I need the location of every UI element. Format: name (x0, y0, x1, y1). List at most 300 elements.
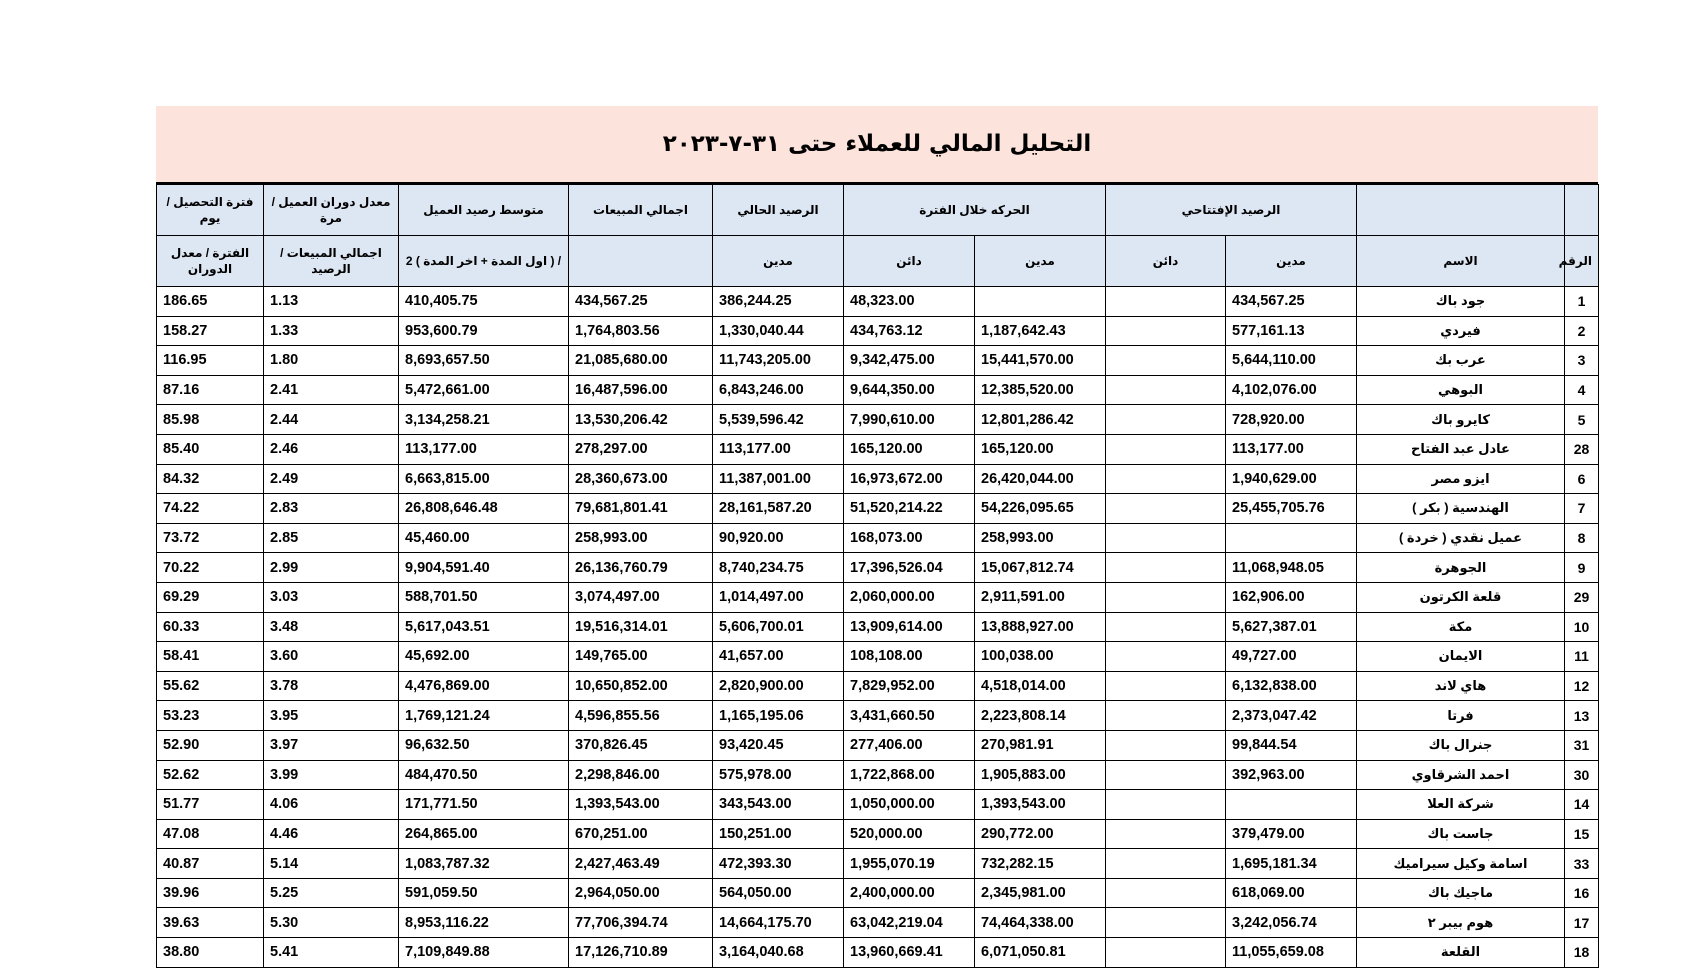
cell-movement-debit: 100,038.00 (975, 642, 1106, 672)
cell-total-sales: 79,681,801.41 (569, 494, 713, 524)
cell-collection-period: 69.29 (157, 582, 264, 612)
cell-customer-name: عرب بك (1357, 346, 1565, 376)
cell-opening-credit (1106, 878, 1226, 908)
cell-turnover-rate: 5.25 (264, 878, 399, 908)
cell-customer-name: جود باك (1357, 287, 1565, 317)
cell-total-sales: 28,360,673.00 (569, 464, 713, 494)
cell-total-sales: 17,126,710.89 (569, 938, 713, 968)
cell-current-debit: 1,165,195.06 (713, 701, 844, 731)
cell-total-sales: 10,650,852.00 (569, 671, 713, 701)
cell-row-number: 7 (1565, 494, 1599, 524)
cell-opening-debit: 5,627,387.01 (1226, 612, 1357, 642)
cell-customer-name: قلعة الكرتون (1357, 582, 1565, 612)
cell-total-sales: 370,826.45 (569, 730, 713, 760)
cell-customer-name: اسامة وكيل سيراميك (1357, 849, 1565, 879)
cell-turnover-rate: 2.44 (264, 405, 399, 435)
cell-current-debit: 14,664,175.70 (713, 908, 844, 938)
cell-turnover-rate: 3.48 (264, 612, 399, 642)
cell-current-debit: 90,920.00 (713, 523, 844, 553)
cell-opening-debit: 2,373,047.42 (1226, 701, 1357, 731)
cell-movement-debit: 270,981.91 (975, 730, 1106, 760)
cell-average-balance: 1,083,787.32 (399, 849, 569, 879)
cell-movement-credit: 9,644,350.00 (844, 375, 975, 405)
cell-turnover-rate: 2.99 (264, 553, 399, 583)
cell-total-sales: 2,964,050.00 (569, 878, 713, 908)
header-turnover-rate: معدل دوران العميل / مرة (264, 185, 399, 236)
cell-movement-debit: 2,223,808.14 (975, 701, 1106, 731)
title-band (156, 106, 1598, 184)
table-row (157, 434, 1599, 464)
cell-collection-period: 55.62 (157, 671, 264, 701)
cell-average-balance: 953,600.79 (399, 316, 569, 346)
cell-customer-name: ايزو مصر (1357, 464, 1565, 494)
cell-opening-debit: 99,844.54 (1226, 730, 1357, 760)
header-name-top (1357, 185, 1565, 236)
cell-movement-debit: 6,071,050.81 (975, 938, 1106, 968)
cell-turnover-rate: 3.78 (264, 671, 399, 701)
cell-total-sales: 21,085,680.00 (569, 346, 713, 376)
cell-row-number: 33 (1565, 849, 1599, 879)
cell-opening-credit (1106, 346, 1226, 376)
cell-movement-debit: 1,187,642.43 (975, 316, 1106, 346)
cell-turnover-rate: 2.83 (264, 494, 399, 524)
header-turnover-formula: اجمالي المبيعات / الرصيد (264, 236, 399, 287)
header-opening-balance: الرصيد الإفتتاحي (1106, 185, 1357, 236)
cell-average-balance: 1,769,121.24 (399, 701, 569, 731)
cell-current-debit: 11,387,001.00 (713, 464, 844, 494)
header-period-formula: الفترة / معدل الدوران (157, 236, 264, 287)
cell-opening-debit: 434,567.25 (1226, 287, 1357, 317)
cell-opening-credit (1106, 464, 1226, 494)
cell-row-number: 16 (1565, 878, 1599, 908)
header-current-debit: مدين (713, 236, 844, 287)
cell-average-balance: 26,808,646.48 (399, 494, 569, 524)
cell-row-number: 31 (1565, 730, 1599, 760)
cell-turnover-rate: 4.46 (264, 819, 399, 849)
cell-average-balance: 588,701.50 (399, 582, 569, 612)
cell-customer-name: ماجيك باك (1357, 878, 1565, 908)
cell-row-number: 2 (1565, 316, 1599, 346)
table-body (157, 287, 1599, 968)
cell-total-sales: 434,567.25 (569, 287, 713, 317)
cell-opening-debit: 728,920.00 (1226, 405, 1357, 435)
cell-collection-period: 40.87 (157, 849, 264, 879)
cell-movement-debit: 732,282.15 (975, 849, 1106, 879)
cell-movement-credit: 17,396,526.04 (844, 553, 975, 583)
header-current-balance: الرصيد الحالي (713, 185, 844, 236)
cell-current-debit: 11,743,205.00 (713, 346, 844, 376)
table-row (157, 287, 1599, 317)
cell-opening-credit (1106, 523, 1226, 553)
cell-turnover-rate: 1.33 (264, 316, 399, 346)
cell-opening-debit: 577,161.13 (1226, 316, 1357, 346)
cell-row-number: 3 (1565, 346, 1599, 376)
cell-opening-debit: 392,963.00 (1226, 760, 1357, 790)
cell-average-balance: 264,865.00 (399, 819, 569, 849)
cell-current-debit: 564,050.00 (713, 878, 844, 908)
cell-row-number: 4 (1565, 375, 1599, 405)
header-name: الاسم (1357, 236, 1565, 287)
cell-row-number: 17 (1565, 908, 1599, 938)
cell-customer-name: شركة العلا (1357, 790, 1565, 820)
cell-row-number: 10 (1565, 612, 1599, 642)
cell-movement-debit: 2,345,981.00 (975, 878, 1106, 908)
cell-movement-debit: 15,441,570.00 (975, 346, 1106, 376)
cell-current-debit: 1,330,040.44 (713, 316, 844, 346)
cell-current-debit: 5,539,596.42 (713, 405, 844, 435)
cell-current-debit: 6,843,246.00 (713, 375, 844, 405)
cell-movement-credit: 165,120.00 (844, 434, 975, 464)
report-sheet (156, 106, 1598, 968)
cell-opening-debit: 5,644,110.00 (1226, 346, 1357, 376)
table-row (157, 730, 1599, 760)
cell-opening-credit (1106, 582, 1226, 612)
cell-collection-period: 186.65 (157, 287, 264, 317)
cell-opening-credit (1106, 819, 1226, 849)
cell-opening-debit: 379,479.00 (1226, 819, 1357, 849)
cell-movement-debit: 74,464,338.00 (975, 908, 1106, 938)
cell-customer-name: كايرو باك (1357, 405, 1565, 435)
cell-opening-debit: 49,727.00 (1226, 642, 1357, 672)
cell-current-debit: 575,978.00 (713, 760, 844, 790)
cell-movement-credit: 13,909,614.00 (844, 612, 975, 642)
cell-collection-period: 85.40 (157, 434, 264, 464)
cell-movement-debit: 165,120.00 (975, 434, 1106, 464)
cell-row-number: 9 (1565, 553, 1599, 583)
cell-customer-name: جنرال باك (1357, 730, 1565, 760)
cell-turnover-rate: 5.14 (264, 849, 399, 879)
cell-collection-period: 58.41 (157, 642, 264, 672)
cell-row-number: 14 (1565, 790, 1599, 820)
cell-opening-credit (1106, 790, 1226, 820)
watermark (700, 922, 930, 942)
cell-turnover-rate: 2.49 (264, 464, 399, 494)
table-row (157, 819, 1599, 849)
cell-row-number: 18 (1565, 938, 1599, 968)
header-no: الرقم (1565, 236, 1599, 287)
cell-movement-credit: 2,400,000.00 (844, 878, 975, 908)
table-row (157, 494, 1599, 524)
cell-customer-name: احمد الشرقاوي (1357, 760, 1565, 790)
table-row (157, 523, 1599, 553)
cell-customer-name: هاي لاند (1357, 671, 1565, 701)
cell-opening-debit: 1,695,181.34 (1226, 849, 1357, 879)
header-average-formula: / ( اول المدة + اخر المدة ) 2 (399, 236, 569, 287)
cell-turnover-rate: 2.85 (264, 523, 399, 553)
cell-current-debit: 3,164,040.68 (713, 938, 844, 968)
cell-movement-credit: 51,520,214.22 (844, 494, 975, 524)
cell-movement-credit: 434,763.12 (844, 316, 975, 346)
cell-turnover-rate: 2.41 (264, 375, 399, 405)
cell-current-debit: 1,014,497.00 (713, 582, 844, 612)
cell-collection-period: 87.16 (157, 375, 264, 405)
cell-current-debit: 113,177.00 (713, 434, 844, 464)
cell-customer-name: عادل عبد الفتاح (1357, 434, 1565, 464)
cell-row-number: 5 (1565, 405, 1599, 435)
cell-total-sales: 3,074,497.00 (569, 582, 713, 612)
cell-movement-debit: 12,385,520.00 (975, 375, 1106, 405)
cell-opening-debit: 162,906.00 (1226, 582, 1357, 612)
customer-analysis-table (156, 184, 1599, 968)
cell-total-sales: 278,297.00 (569, 434, 713, 464)
cell-collection-period: 84.32 (157, 464, 264, 494)
table-row (157, 790, 1599, 820)
cell-row-number: 12 (1565, 671, 1599, 701)
report-title: التحليل المالي للعملاء حتى ٣١-٧-٢٠٢٣ (662, 131, 1092, 157)
cell-row-number: 11 (1565, 642, 1599, 672)
cell-average-balance: 591,059.50 (399, 878, 569, 908)
cell-opening-debit: 4,102,076.00 (1226, 375, 1357, 405)
cell-turnover-rate: 5.30 (264, 908, 399, 938)
header-total-sales: اجمالي المبيعات (569, 185, 713, 236)
cell-current-debit: 5,606,700.01 (713, 612, 844, 642)
cell-movement-debit: 258,993.00 (975, 523, 1106, 553)
cell-turnover-rate: 2.46 (264, 434, 399, 464)
cell-customer-name: هوم بيبر ٢ (1357, 908, 1565, 938)
cell-total-sales: 1,393,543.00 (569, 790, 713, 820)
cell-opening-credit (1106, 938, 1226, 968)
cell-turnover-rate: 3.99 (264, 760, 399, 790)
cell-collection-period: 47.08 (157, 819, 264, 849)
cell-average-balance: 3,134,258.21 (399, 405, 569, 435)
cell-customer-name: الجوهرة (1357, 553, 1565, 583)
cell-opening-credit (1106, 760, 1226, 790)
cell-current-debit: 472,393.30 (713, 849, 844, 879)
cell-collection-period: 74.22 (157, 494, 264, 524)
cell-opening-credit (1106, 553, 1226, 583)
cell-average-balance: 4,476,869.00 (399, 671, 569, 701)
header-sales-sub (569, 236, 713, 287)
cell-movement-debit: 26,420,044.00 (975, 464, 1106, 494)
cell-row-number: 29 (1565, 582, 1599, 612)
cell-current-debit: 28,161,587.20 (713, 494, 844, 524)
cell-average-balance: 9,904,591.40 (399, 553, 569, 583)
cell-movement-credit: 7,990,610.00 (844, 405, 975, 435)
cell-movement-debit: 4,518,014.00 (975, 671, 1106, 701)
cell-current-debit: 41,657.00 (713, 642, 844, 672)
cell-total-sales: 2,427,463.49 (569, 849, 713, 879)
cell-movement-credit: 7,829,952.00 (844, 671, 975, 701)
cell-total-sales: 149,765.00 (569, 642, 713, 672)
cell-collection-period: 73.72 (157, 523, 264, 553)
cell-current-debit: 386,244.25 (713, 287, 844, 317)
cell-opening-credit (1106, 730, 1226, 760)
header-collection-period: فترة التحصيل / يوم (157, 185, 264, 236)
cell-opening-credit (1106, 287, 1226, 317)
cell-turnover-rate: 3.03 (264, 582, 399, 612)
cell-movement-credit: 277,406.00 (844, 730, 975, 760)
cell-collection-period: 70.22 (157, 553, 264, 583)
cell-average-balance: 45,692.00 (399, 642, 569, 672)
cell-opening-credit (1106, 612, 1226, 642)
cell-turnover-rate: 4.06 (264, 790, 399, 820)
cell-movement-credit: 2,060,000.00 (844, 582, 975, 612)
cell-current-debit: 343,543.00 (713, 790, 844, 820)
cell-movement-debit: 1,905,883.00 (975, 760, 1106, 790)
cell-turnover-rate: 1.13 (264, 287, 399, 317)
cell-movement-debit: 13,888,927.00 (975, 612, 1106, 642)
cell-opening-debit (1226, 523, 1357, 553)
cell-collection-period: 38.80 (157, 938, 264, 968)
table-row (157, 316, 1599, 346)
cell-opening-credit (1106, 701, 1226, 731)
cell-movement-debit: 290,772.00 (975, 819, 1106, 849)
cell-opening-credit (1106, 405, 1226, 435)
table-row (157, 612, 1599, 642)
cell-movement-credit: 63,042,219.04 (844, 908, 975, 938)
cell-collection-period: 52.90 (157, 730, 264, 760)
cell-opening-debit: 113,177.00 (1226, 434, 1357, 464)
cell-opening-debit: 6,132,838.00 (1226, 671, 1357, 701)
cell-movement-credit: 13,960,669.41 (844, 938, 975, 968)
cell-movement-credit: 3,431,660.50 (844, 701, 975, 731)
cell-row-number: 1 (1565, 287, 1599, 317)
cell-collection-period: 85.98 (157, 405, 264, 435)
cell-opening-debit (1226, 790, 1357, 820)
table-row (157, 642, 1599, 672)
cell-collection-period: 51.77 (157, 790, 264, 820)
table-row (157, 760, 1599, 790)
cell-average-balance: 6,663,815.00 (399, 464, 569, 494)
cell-turnover-rate: 3.95 (264, 701, 399, 731)
cell-opening-debit: 25,455,705.76 (1226, 494, 1357, 524)
cell-opening-credit (1106, 671, 1226, 701)
table-row (157, 849, 1599, 879)
cell-average-balance: 171,771.50 (399, 790, 569, 820)
header-opening-credit: دائن (1106, 236, 1226, 287)
cell-movement-debit: 15,067,812.74 (975, 553, 1106, 583)
cell-current-debit: 93,420.45 (713, 730, 844, 760)
cell-opening-credit (1106, 849, 1226, 879)
cell-turnover-rate: 3.97 (264, 730, 399, 760)
cell-current-debit: 150,251.00 (713, 819, 844, 849)
cell-row-number: 6 (1565, 464, 1599, 494)
cell-customer-name: جاست باك (1357, 819, 1565, 849)
cell-collection-period: 116.95 (157, 346, 264, 376)
cell-customer-name: مكة (1357, 612, 1565, 642)
header-period-movement: الحركه خلال الفترة (844, 185, 1106, 236)
cell-average-balance: 7,109,849.88 (399, 938, 569, 968)
cell-total-sales: 26,136,760.79 (569, 553, 713, 583)
table-row (157, 938, 1599, 968)
cell-opening-credit (1106, 316, 1226, 346)
cell-movement-credit: 108,108.00 (844, 642, 975, 672)
cell-row-number: 8 (1565, 523, 1599, 553)
cell-collection-period: 52.62 (157, 760, 264, 790)
cell-collection-period: 53.23 (157, 701, 264, 731)
header-movement-debit: مدين (975, 236, 1106, 287)
cell-movement-credit: 520,000.00 (844, 819, 975, 849)
cell-total-sales: 670,251.00 (569, 819, 713, 849)
cell-movement-debit: 12,801,286.42 (975, 405, 1106, 435)
cell-customer-name: الايمان (1357, 642, 1565, 672)
cell-total-sales: 13,530,206.42 (569, 405, 713, 435)
cell-movement-debit (975, 287, 1106, 317)
cell-average-balance: 96,632.50 (399, 730, 569, 760)
table-row (157, 671, 1599, 701)
cell-turnover-rate: 3.60 (264, 642, 399, 672)
table-row (157, 405, 1599, 435)
cell-opening-debit: 11,055,659.08 (1226, 938, 1357, 968)
cell-customer-name: فرتا (1357, 701, 1565, 731)
cell-customer-name: فيردي (1357, 316, 1565, 346)
cell-customer-name: الهندسية ( بكر ) (1357, 494, 1565, 524)
cell-collection-period: 60.33 (157, 612, 264, 642)
cell-customer-name: القلعة (1357, 938, 1565, 968)
cell-turnover-rate: 5.41 (264, 938, 399, 968)
cell-average-balance: 410,405.75 (399, 287, 569, 317)
cell-movement-debit: 54,226,095.65 (975, 494, 1106, 524)
cell-total-sales: 2,298,846.00 (569, 760, 713, 790)
cell-opening-credit (1106, 908, 1226, 938)
header-row-1 (157, 185, 1599, 236)
cell-opening-credit (1106, 375, 1226, 405)
cell-opening-debit: 3,242,056.74 (1226, 908, 1357, 938)
header-movement-credit: دائن (844, 236, 975, 287)
cell-collection-period: 39.63 (157, 908, 264, 938)
cell-row-number: 30 (1565, 760, 1599, 790)
table-row (157, 346, 1599, 376)
cell-average-balance: 45,460.00 (399, 523, 569, 553)
cell-current-debit: 2,820,900.00 (713, 671, 844, 701)
cell-movement-credit: 1,050,000.00 (844, 790, 975, 820)
cell-opening-debit: 11,068,948.05 (1226, 553, 1357, 583)
cell-movement-credit: 168,073.00 (844, 523, 975, 553)
cell-opening-credit (1106, 434, 1226, 464)
cell-movement-credit: 1,955,070.19 (844, 849, 975, 879)
cell-average-balance: 8,953,116.22 (399, 908, 569, 938)
table-row (157, 375, 1599, 405)
cell-row-number: 28 (1565, 434, 1599, 464)
cell-total-sales: 16,487,596.00 (569, 375, 713, 405)
cell-movement-credit: 16,973,672.00 (844, 464, 975, 494)
cell-opening-debit: 1,940,629.00 (1226, 464, 1357, 494)
cell-collection-period: 158.27 (157, 316, 264, 346)
cell-opening-debit: 618,069.00 (1226, 878, 1357, 908)
cell-row-number: 15 (1565, 819, 1599, 849)
cell-turnover-rate: 1.80 (264, 346, 399, 376)
cell-total-sales: 19,516,314.01 (569, 612, 713, 642)
header-row-2 (157, 236, 1599, 287)
cell-movement-debit: 1,393,543.00 (975, 790, 1106, 820)
table-row (157, 464, 1599, 494)
cell-average-balance: 5,617,043.51 (399, 612, 569, 642)
table-row (157, 701, 1599, 731)
cell-collection-period: 39.96 (157, 878, 264, 908)
cell-average-balance: 484,470.50 (399, 760, 569, 790)
cell-total-sales: 258,993.00 (569, 523, 713, 553)
cell-average-balance: 5,472,661.00 (399, 375, 569, 405)
cell-movement-credit: 1,722,868.00 (844, 760, 975, 790)
cell-total-sales: 4,596,855.56 (569, 701, 713, 731)
cell-opening-credit (1106, 642, 1226, 672)
cell-customer-name: عميل نقدي ( خردة ) (1357, 523, 1565, 553)
table-row (157, 582, 1599, 612)
cell-movement-credit: 9,342,475.00 (844, 346, 975, 376)
table-row (157, 878, 1599, 908)
cell-total-sales: 1,764,803.56 (569, 316, 713, 346)
cell-total-sales: 77,706,394.74 (569, 908, 713, 938)
header-opening-debit: مدين (1226, 236, 1357, 287)
cell-opening-credit (1106, 494, 1226, 524)
header-no-top (1565, 185, 1599, 236)
cell-movement-credit: 48,323.00 (844, 287, 975, 317)
cell-current-debit: 8,740,234.75 (713, 553, 844, 583)
cell-average-balance: 113,177.00 (399, 434, 569, 464)
cell-row-number: 13 (1565, 701, 1599, 731)
cell-customer-name: البوهي (1357, 375, 1565, 405)
header-average-balance: متوسط رصيد العميل (399, 185, 569, 236)
